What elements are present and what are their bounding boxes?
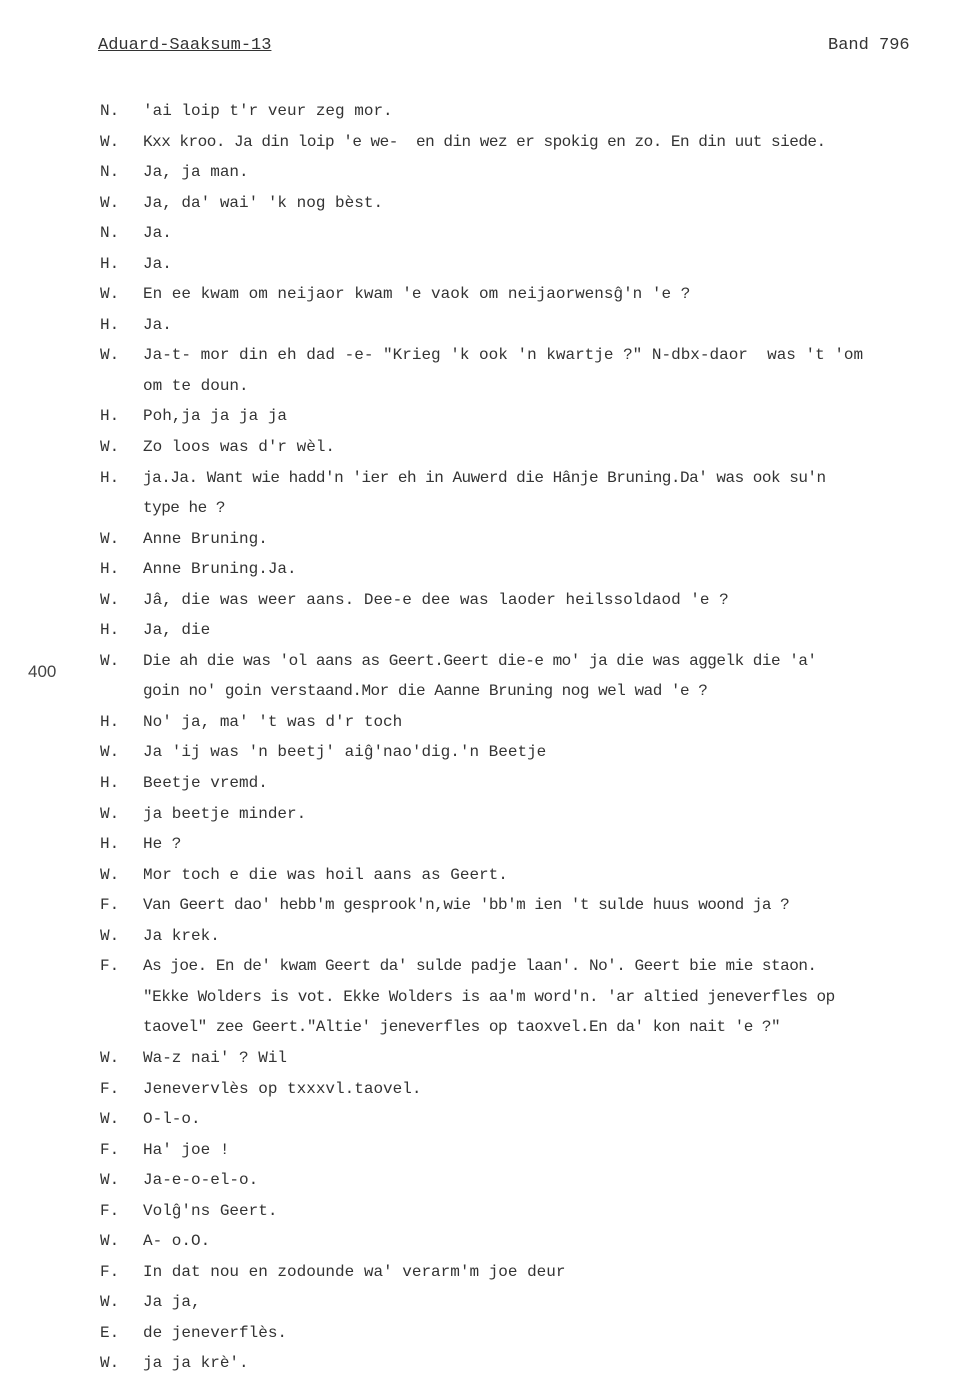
speaker-label: F. [100,1079,120,1098]
dialogue-line [0,1318,973,1349]
utterance: Kxx kroo. Ja din loip 'e we- en din wez er spokig en zo. En din uut siede. [143,132,826,151]
utterance: Mor toch e die was hoil aans as Geert. [143,865,508,884]
utterance: Jâ, die was weer aans. Dee-e dee was laoder heilssoldaod 'e ? [143,590,729,609]
speaker-label: W. [100,132,120,151]
speaker-label: F. [100,896,120,915]
speaker-label: W. [100,1232,120,1251]
utterance: Ja, ja man. [143,163,249,182]
utterance: O-l-o. [143,1110,201,1129]
utterance: He ? [143,835,182,854]
utterance: Ja-e-o-el-o. [143,1171,259,1190]
utterance: Beetje vremd. [143,774,268,793]
utterance: As joe. En de' kwam Geert da' sulde padje laan'. No'. Geert bie mie staon. "Ekke Wolders is vot. Ekke Wolders is aa'm word'n. 'ar altied jeneverfles op taovel" zee Geert."Altie' jeneverfles op taoxvel.En da' kon nait 'e ?" [143,957,835,1037]
speaker-label: W. [100,438,120,457]
dialogue-line [0,1348,973,1379]
utterance: Volĝ'ns Geert. [143,1201,278,1220]
dialogue-line [0,1165,973,1196]
dialogue-line [0,829,973,860]
utterance: Ja. [143,224,172,243]
dialogue-line [0,707,973,738]
utterance: Ja krek. [143,926,220,945]
dialogue-line [0,1043,973,1074]
dialogue-line [0,1287,973,1318]
speaker-label: W. [100,1048,120,1067]
speaker-label: W. [100,1354,120,1373]
utterance: Ja. [143,254,172,273]
dialogue-line [0,890,973,921]
utterance: Wa-z nai' ? Wil [143,1048,288,1067]
utterance: Van Geert dao' hebb'm gesprook'n,wie 'bb'm ien 't sulde huus woond ja ? [143,896,790,915]
speaker-label: H. [100,560,120,579]
dialogue-line [0,921,973,952]
dialogue-line [0,96,973,127]
speaker-label: H. [100,774,120,793]
utterance: Ja ja, [143,1293,201,1312]
dialogue-line [0,401,973,432]
speaker-label: W. [100,804,120,823]
speaker-label: W. [100,865,120,884]
dialogue-line [0,554,973,585]
dialogue-list [0,96,973,1379]
utterance: de jeneverflès. [143,1323,288,1342]
dialogue-line [0,310,973,341]
utterance: ja ja krè'. [143,1354,249,1373]
speaker-label: F. [100,1262,120,1281]
dialogue-line [0,768,973,799]
dialogue-line [0,157,973,188]
speaker-label: H. [100,315,120,334]
dialogue-line [0,1104,973,1135]
dialogue-line [0,1257,973,1288]
utterance: ja.Ja. Want wie hadd'n 'ier eh in Auwerd die Hânje Bruning.Da' was ook su'n type he ? [143,468,826,518]
dialogue-line [0,615,973,646]
utterance: Die ah die was 'ol aans as Geert.Geert die-e mo' ja die was aggelk die 'a' goin no' goin verstaand.Mor die Aanne Bruning nog wel wad 'e ? [143,651,817,701]
dialogue-line [0,218,973,249]
speaker-label: W. [100,285,120,304]
dialogue-line [0,1074,973,1105]
speaker-label: N. [100,102,120,120]
utterance: 'ai loip t'r veur zeg mor. [143,102,393,120]
dialogue-line [0,249,973,280]
utterance: A- o.O. [143,1232,211,1251]
speaker-label: F. [100,1201,120,1220]
dialogue-line [0,646,973,707]
speaker-label: H. [100,254,120,273]
dialogue-line [0,1226,973,1257]
utterance: ja beetje minder. [143,804,307,823]
speaker-label: W. [100,1171,120,1190]
dialogue-line [0,1196,973,1227]
dialogue-line [0,737,973,768]
dialogue-line [0,340,973,401]
dialogue-line [0,1135,973,1166]
utterance: Jenevervlès op txxxvl.taovel. [143,1079,422,1098]
speaker-label: W. [100,1293,120,1312]
speaker-label: N. [100,163,120,182]
dialogue-line [0,463,973,524]
utterance: Ja. [143,315,172,334]
speaker-label: F. [100,957,120,976]
utterance: Ja, die [143,621,211,640]
utterance: Zo loos was d'r wèl. [143,438,336,457]
speaker-label: F. [100,1140,120,1159]
margin-counter: 400 [28,662,57,681]
dialogue-line [0,951,973,1043]
speaker-label: W. [100,529,120,548]
utterance: Ja, da' wai' 'k nog bèst. [143,193,384,212]
document-title: Aduard-Saaksum-13 [98,36,272,55]
speaker-label: H. [100,712,120,731]
speaker-label: H. [100,407,120,426]
speaker-label: W. [100,346,120,365]
speaker-label: H. [100,835,120,854]
speaker-label: H. [100,621,120,640]
speaker-label: N. [100,224,120,243]
speaker-label: E. [100,1323,120,1342]
dialogue-line [0,127,973,158]
utterance: Poh,ja ja ja ja [143,407,288,426]
dialogue-line [0,585,973,616]
dialogue-line [0,279,973,310]
utterance: Ja 'ij was 'n beetj' aiĝ'nao'dig.'n Beetje [143,743,547,762]
speaker-label: W. [100,743,120,762]
speaker-label: W. [100,590,120,609]
dialogue-line [0,799,973,830]
utterance: En ee kwam om neijaor kwam 'e vaok om neijaorwensĝ'n 'e ? [143,285,691,304]
speaker-label: W. [100,1110,120,1129]
utterance: Ja-t- mor din eh dad -e- "Krieg 'k ook 'n kwartje ?" N-dbx-daor was 't 'om om te doun. [143,346,864,395]
speaker-label: W. [100,193,120,212]
utterance: Ha' joe ! [143,1140,230,1159]
utterance: Anne Bruning. [143,529,268,548]
utterance: In dat nou en zodounde wa' verarm'm joe deur [143,1262,566,1281]
dialogue-line [0,860,973,891]
speaker-label: W. [100,926,120,945]
utterance: No' ja, ma' 't was d'r toch [143,712,403,731]
dialogue-line [0,432,973,463]
utterance: Anne Bruning.Ja. [143,560,297,579]
tape-number: Band 796 [828,36,910,55]
dialogue-line [0,188,973,219]
speaker-label: H. [100,468,120,487]
dialogue-line [0,524,973,555]
speaker-label: W. [100,651,120,670]
